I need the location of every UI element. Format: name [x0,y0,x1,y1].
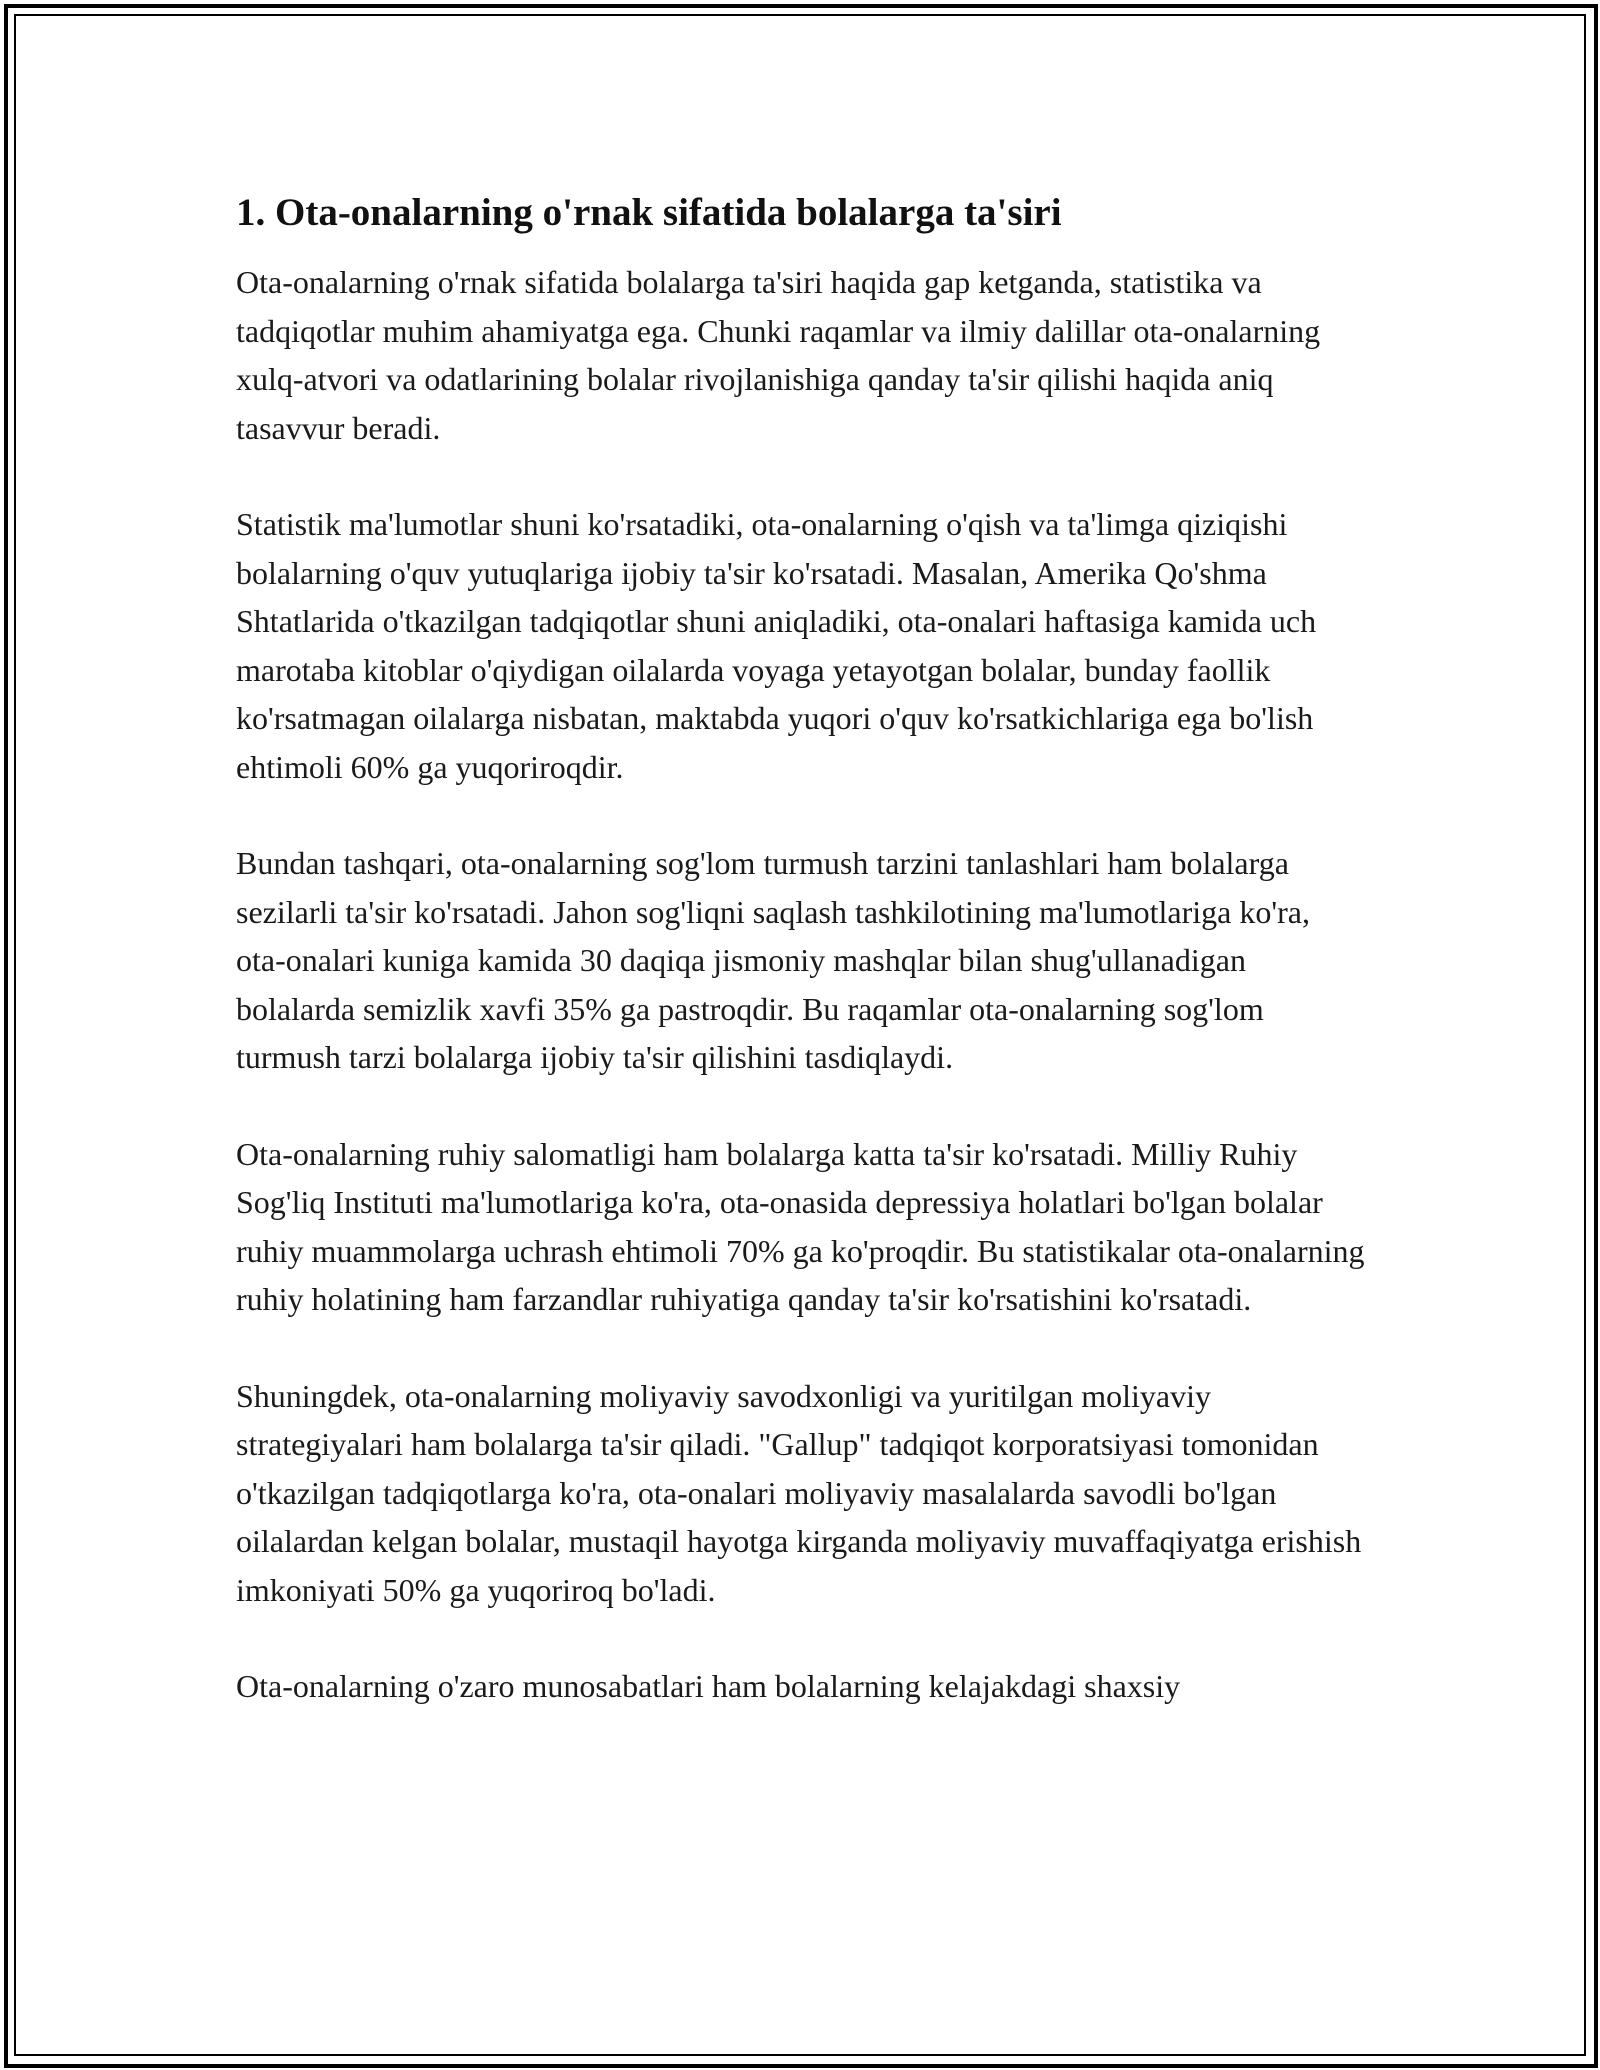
paragraph-financial-literacy: Shuningdek, ota-onalarning moliyaviy savodxonligi va yuritilgan moliyaviy strategiyalari ham bolalarga ta'sir qiladi. "Gallup" tadqiqot korporatsiyasi tomonidan o'tkazilgan tadqiqotlarga ko'ra, ota-onalari moliyaviy masalalarda savodli bo'lgan oilalardan kelgan bolalar, mustaqil hayotga kirganda moliyaviy muvaffaqiyatga erishish imkoniyati 50% ga yuqoriroq bo'ladi. [236,1377,1362,1608]
paragraph-mental-health: Ota-onalarning ruhiy salomatligi ham bolalarga katta ta'sir ko'rsatadi. Milliy Ruhiy Sog'liq Instituti ma'lumotlariga ko'ra, ota-onasida depressiya holatlari bo'lgan bolalar ruhiy muammolarga uchrash ehtimoli 70% ga ko'proqdir. Bu statistikalar ota-onalarning ruhiy holatining ham farzandlar ruhiyatiga qanday ta'sir ko'rsatishini ko'rsatadi. [236,1135,1365,1317]
paragraph-relationships: Ota-onalarning o'zaro munosabatlari ham bolalarning kelajakdagi shaxsiy [236,1668,1181,1704]
document-body [236,186,1366,1759]
paragraph-reading-statistics: Statistik ma'lumotlar shuni ko'rsatadiki, ota-onalarning o'qish va ta'limga qiziqishi bolalarning o'quv yutuqlariga ijobiy ta'sir ko'rsatadi. Masalan, Amerika Qo'shma Shtatlarida o'tkazilgan tadqiqotlar shuni aniqladiki, ota-onalari haftasiga kamida uch marotaba kitoblar o'qiydigan oilalarda voyaga yetayotgan bolalar, bunday faollik ko'rsatmagan oilalarga nisbatan, maktabda yuqori o'quv ko'rsatkichlariga ega bo'lish ehtimoli 60% ga yuqoriroqdir. [236,506,1317,785]
section-heading: 1. Ota-onalarning o'rnak sifatida bolalarga ta'siri [236,191,1062,234]
paragraph-healthy-lifestyle: Bundan tashqari, ota-onalarning sog'lom turmush tarzini tanlashlari ham bolalarga sezilarli ta'sir ko'rsatadi. Jahon sog'liqni saqlash tashkilotining ma'lumotlariga ko'ra, ota-onalari kuniga kamida 30 daqiqa jismoniy mashqlar bilan shug'ullanadigan bolalarda semizlik xavfi 35% ga pastroqdir. Bu raqamlar ota-onalarning sog'lom turmush tarzi bolalarga ijobiy ta'sir qilishini tasdiqlaydi. [236,845,1310,1075]
paragraph-intro: Ota-onalarning o'rnak sifatida bolalarga ta'siri haqida gap ketganda, statistika va tadqiqotlar muhim ahamiyatga ega. Chunki raqamlar va ilmiy dalillar ota-onalarning xulq-atvori va odatlarining bolalar rivojlanishiga qanday ta'sir qilishi haqida aniq tasavvur beradi. [236,264,1321,446]
